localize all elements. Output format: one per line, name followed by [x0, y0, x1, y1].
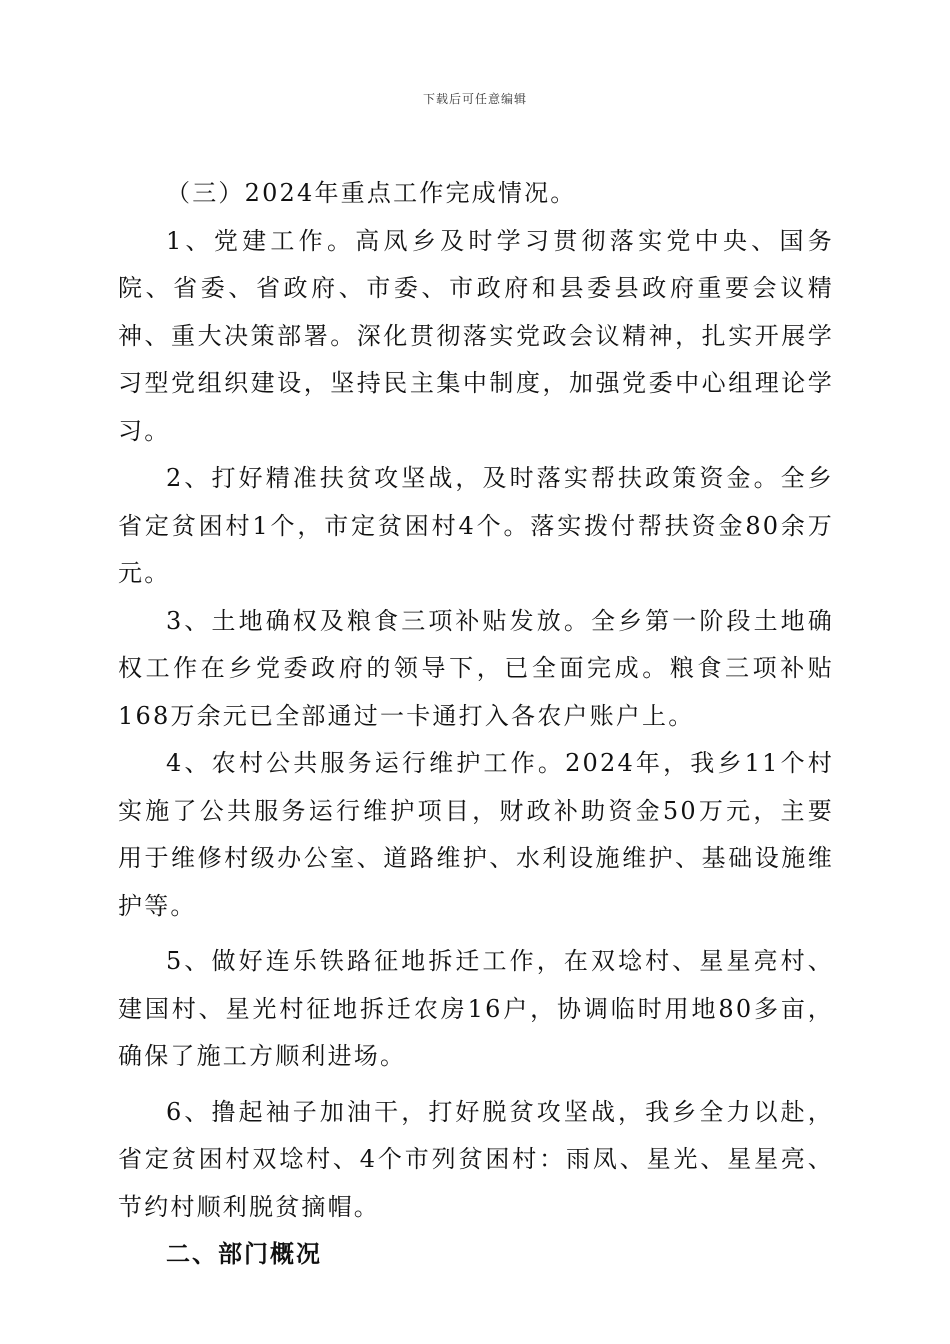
page-header-note: 下载后可任意编辑	[422, 92, 527, 106]
paragraph-item-1: 1、党建工作。高凤乡及时学习贯彻落实党中央、国务院、省委、省政府、市委、市政府和县委县政府重要会议精神、重大决策部署。深化贯彻落实党政会议精神，扎实开展学习型党组织建设，坚持民主集中制度，加强党委中心组理论学习。	[118, 226, 834, 445]
section-heading: 二、部门概况	[166, 1240, 322, 1268]
paragraph-subtitle: （三）2024年重点工作完成情况。	[166, 179, 577, 207]
paragraph-item-2: 2、打好精准扶贫攻坚战，及时落实帮扶政策资金。全乡省定贫困村1个，市定贫困村4个。落实拨付帮扶资金80余万元。	[118, 464, 834, 587]
paragraph-item-3: 3、土地确权及粮食三项补贴发放。全乡第一阶段土地确权工作在乡党委政府的领导下，已全面完成。粮食三项补贴168万余元已全部通过一卡通打入各农户账户上。	[118, 606, 834, 730]
document-body	[118, 170, 834, 1279]
paragraph-item-4: 4、农村公共服务运行维护工作。2024年，我乡11个村实施了公共服务运行维护项目，财政补助资金50万元，主要用于维修村级办公室、道路维护、水利设施维护、基础设施维护等。	[118, 749, 834, 920]
paragraph-item-5: 5、做好连乐铁路征地拆迁工作，在双埝村、星星亮村、建国村、星光村征地拆迁农房16户，协调临时用地80多亩，确保了施工方顺利进场。	[118, 947, 834, 1070]
paragraph-item-6: 6、撸起袖子加油干，打好脱贫攻坚战，我乡全力以赴，省定贫困村双埝村、4个市列贫困村：雨凤、星光、星星亮、节约村顺利脱贫摘帽。	[118, 1097, 834, 1221]
